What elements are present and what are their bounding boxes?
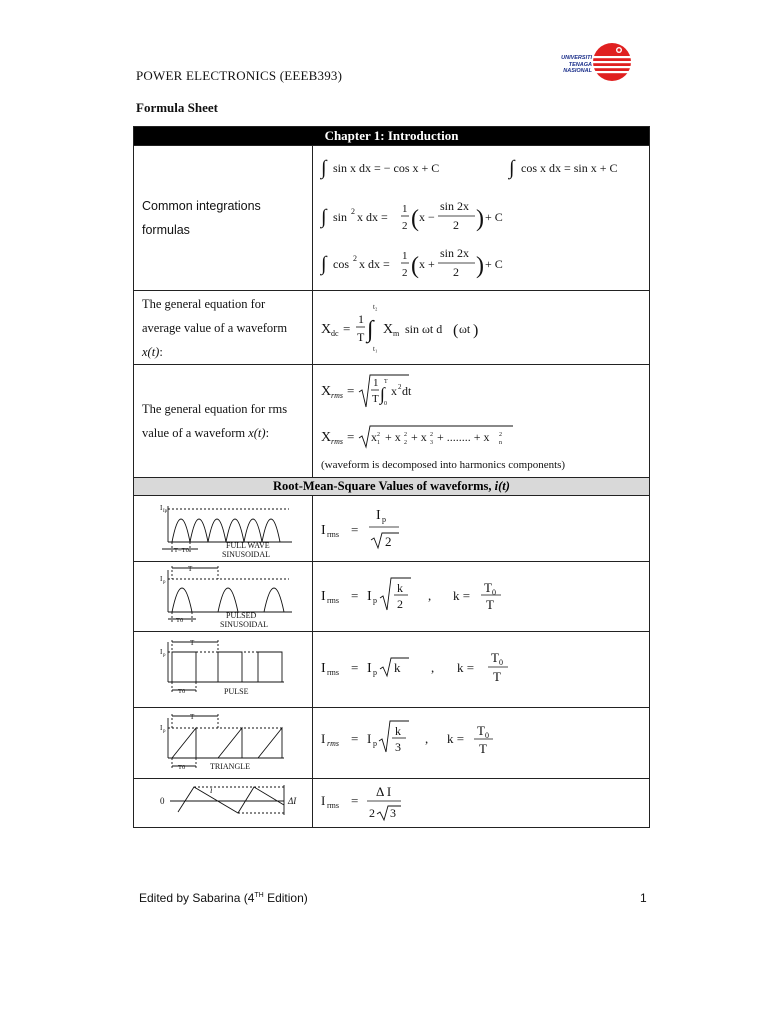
svg-text:=: = <box>351 522 359 537</box>
svg-text:x dx =: x dx = <box>359 257 390 271</box>
svg-text:rms: rms <box>327 530 339 539</box>
svg-text:T: T <box>357 330 365 344</box>
pulse-diagram <box>134 632 313 708</box>
triangle-rms-formula <box>313 708 650 779</box>
svg-text:T: T <box>372 393 379 405</box>
svg-text:i: i <box>210 785 213 795</box>
full-wave-rms-formula <box>313 496 650 562</box>
svg-text:=: = <box>347 429 355 444</box>
svg-text:,: , <box>428 588 432 603</box>
svg-text:1: 1 <box>358 312 364 326</box>
svg-text:2: 2 <box>385 534 392 549</box>
integrations-label: Common integrations formulas <box>134 146 313 291</box>
svg-text:T0: T0 <box>178 764 186 771</box>
svg-text:I: I <box>321 523 326 538</box>
svg-text:I: I <box>367 731 372 746</box>
svg-text:I: I <box>367 661 372 676</box>
course-title: POWER ELECTRONICS (EEEB393) <box>136 68 343 83</box>
svg-text:2: 2 <box>402 267 408 279</box>
svg-text:0: 0 <box>384 401 387 407</box>
average-equation <box>313 291 650 365</box>
svg-text:1: 1 <box>402 250 408 262</box>
svg-text:∫: ∫ <box>321 253 327 275</box>
svg-text:dc: dc <box>331 329 339 338</box>
svg-text:T: T <box>384 379 388 385</box>
svg-text:2: 2 <box>369 806 375 820</box>
svg-text:2: 2 <box>453 218 459 232</box>
svg-text:I: I <box>376 508 381 523</box>
svg-text:x −: x − <box>419 210 435 224</box>
svg-text:X: X <box>321 384 332 399</box>
svg-text:): ) <box>473 322 479 339</box>
svg-text:sin: sin <box>333 210 348 224</box>
svg-text:x: x <box>371 430 377 444</box>
svg-text:Ip: Ip <box>163 509 168 514</box>
svg-text:T: T <box>190 639 195 647</box>
harmonics-note: (waveform is decomposed into harmonics components) <box>321 459 566 471</box>
svg-text:x +: x + <box>419 257 435 271</box>
rms-section-title: Root-Mean-Square Values of waveforms, i(t) <box>134 478 650 496</box>
table-row <box>134 365 650 478</box>
chapter-title: Chapter 1: Introduction <box>134 127 650 146</box>
svg-text:): ) <box>476 206 484 232</box>
svg-text:p: p <box>163 729 166 734</box>
svg-text:sin 2x: sin 2x <box>440 246 470 260</box>
svg-text:3: 3 <box>390 806 396 820</box>
svg-text:T: T <box>493 669 501 684</box>
svg-text:p: p <box>373 668 377 677</box>
svg-text:k =: k = <box>457 660 475 675</box>
svg-text:I: I <box>321 731 326 746</box>
full-wave-rms-equation <box>313 496 650 562</box>
svg-text:1: 1 <box>377 440 380 446</box>
svg-text:0: 0 <box>485 731 489 740</box>
svg-text:m: m <box>393 329 400 338</box>
ripple-rms-equation <box>313 779 650 828</box>
table-row <box>134 496 650 562</box>
pulsed-sinusoidal-rms-equation <box>313 562 650 632</box>
table-row <box>134 291 650 365</box>
rms-section-header-row <box>134 478 650 496</box>
svg-text:k =: k = <box>453 588 471 603</box>
svg-text:2: 2 <box>398 383 402 391</box>
svg-text:p: p <box>373 596 377 605</box>
svg-text:=: = <box>347 383 355 398</box>
svg-text:0: 0 <box>160 796 165 806</box>
triangle-diagram <box>134 708 313 779</box>
pulsed-sinusoidal-waveform <box>134 562 313 632</box>
svg-text:I: I <box>160 648 163 656</box>
rms-value-formulas <box>313 365 650 478</box>
svg-text:cos: cos <box>333 257 349 271</box>
svg-text:p: p <box>163 580 166 585</box>
svg-text:2: 2 <box>404 440 407 446</box>
svg-text:∫: ∫ <box>321 206 327 228</box>
rms-value-label: The general equation for rms value of a waveform x(t): <box>134 365 313 478</box>
table-row <box>134 562 650 632</box>
svg-text:n: n <box>499 440 502 446</box>
svg-text:0: 0 <box>499 658 503 667</box>
svg-text:T: T <box>477 723 485 738</box>
svg-text:T: T <box>484 580 492 595</box>
svg-text:k: k <box>397 581 403 595</box>
svg-text:+ C: + C <box>485 210 503 224</box>
svg-text:I: I <box>321 661 326 676</box>
full-wave-waveform <box>134 496 313 562</box>
table-row <box>134 632 650 708</box>
svg-text:PULSE: PULSE <box>224 687 249 696</box>
svg-text:2: 2 <box>499 432 502 438</box>
pulse-rms-formula <box>313 632 650 708</box>
svg-text:SINUSOIDAL: SINUSOIDAL <box>222 550 270 559</box>
svg-text:x: x <box>391 384 397 398</box>
svg-text:I: I <box>321 793 326 808</box>
svg-text:+ ........ + x: + ........ + x <box>437 430 490 444</box>
svg-text:+ x: + x <box>385 430 401 444</box>
svg-text:sin ωt d: sin ωt d <box>405 322 443 336</box>
svg-text:,: , <box>431 660 435 675</box>
formula-table <box>133 126 650 828</box>
pulse-rms-equation <box>313 632 650 708</box>
svg-text:∫: ∫ <box>321 157 327 179</box>
svg-text:3: 3 <box>430 440 433 446</box>
chapter-header-row <box>134 127 650 146</box>
svg-text:Δ I: Δ I <box>376 784 392 799</box>
svg-text:ΔI: ΔI <box>288 796 297 806</box>
svg-text:X: X <box>321 430 332 445</box>
page-number: 1 <box>640 891 647 905</box>
svg-text:=: = <box>351 793 359 808</box>
svg-text:+ x: + x <box>411 430 427 444</box>
svg-text:dt: dt <box>402 384 412 398</box>
table-row <box>134 146 650 291</box>
triangle-waveform <box>134 708 313 779</box>
svg-text:SINUSOIDAL: SINUSOIDAL <box>220 620 268 629</box>
svg-text:t₂: t₂ <box>373 303 378 311</box>
svg-text:p: p <box>373 739 377 748</box>
svg-text:1: 1 <box>402 203 408 215</box>
svg-text:(: ( <box>411 206 419 232</box>
svg-text:p: p <box>382 515 386 524</box>
svg-text:rms: rms <box>327 739 340 748</box>
svg-text:I: I <box>367 589 372 604</box>
ripple-diagram <box>134 779 313 828</box>
pulsed-sinusoidal-rms-formula <box>313 562 650 632</box>
svg-text:I: I <box>160 724 163 732</box>
svg-text:rms: rms <box>327 596 339 605</box>
svg-text:1: 1 <box>373 377 379 389</box>
svg-text:3: 3 <box>395 740 401 754</box>
svg-text:T0: T0 <box>176 617 184 624</box>
svg-text:=: = <box>351 660 359 675</box>
integration-formulas <box>313 146 650 291</box>
svg-text:x dx =: x dx = <box>357 210 388 224</box>
svg-text:2: 2 <box>402 220 408 232</box>
table-row <box>134 779 650 828</box>
svg-text:rms: rms <box>327 801 339 810</box>
svg-text:PULSED: PULSED <box>226 611 257 620</box>
svg-text:∫: ∫ <box>380 384 385 404</box>
ripple-rms-formula <box>313 779 650 828</box>
svg-text:k =: k = <box>447 731 465 746</box>
svg-text:T: T <box>188 565 193 573</box>
svg-text:T: T <box>190 713 195 721</box>
svg-text:T: T <box>486 597 494 612</box>
ripple-waveform <box>134 779 313 828</box>
svg-text:2: 2 <box>430 432 433 438</box>
svg-text:2: 2 <box>353 254 357 263</box>
svg-text:I: I <box>321 589 326 604</box>
svg-text:rms: rms <box>327 668 339 677</box>
table-row <box>134 708 650 779</box>
average-value-formula <box>313 291 650 365</box>
svg-text:rms: rms <box>331 437 344 446</box>
svg-text:(: ( <box>411 253 419 279</box>
svg-text:X: X <box>321 322 332 337</box>
svg-text:0: 0 <box>492 588 496 597</box>
svg-text:k: k <box>395 724 401 738</box>
svg-text:T: T <box>479 741 487 756</box>
svg-text:=: = <box>351 588 359 603</box>
svg-text:=: = <box>351 731 359 746</box>
svg-text:sin x dx = − cos x + C: sin x dx = − cos x + C <box>333 161 440 175</box>
svg-text:T: T <box>491 650 499 665</box>
svg-text:∫: ∫ <box>367 317 374 343</box>
svg-text:cos x dx = sin x + C: cos x dx = sin x + C <box>521 161 618 175</box>
svg-text:(: ( <box>453 322 459 339</box>
integration-equations <box>313 146 650 291</box>
svg-text:2: 2 <box>404 432 407 438</box>
svg-text:2: 2 <box>377 432 380 438</box>
svg-text:sin 2x: sin 2x <box>440 199 470 213</box>
svg-text:=: = <box>343 321 351 336</box>
svg-text:2: 2 <box>351 207 355 216</box>
svg-text:ωt: ωt <box>459 322 471 336</box>
full-wave-diagram <box>134 496 313 562</box>
svg-text:∫: ∫ <box>509 157 515 179</box>
svg-text:2: 2 <box>397 597 403 611</box>
svg-text:,: , <box>425 731 429 746</box>
svg-text:2: 2 <box>453 265 459 279</box>
svg-text:p: p <box>163 653 166 658</box>
svg-text:t₁: t₁ <box>373 345 378 353</box>
pulse-waveform <box>134 632 313 708</box>
svg-text:): ) <box>476 253 484 279</box>
average-value-label: The general equation for average value of a waveform x(t): <box>134 291 313 365</box>
svg-text:rms: rms <box>331 391 344 400</box>
logo-wordmark: UNIVERSITI TENAGA NASIONAL <box>561 55 592 74</box>
sheet-title: Formula Sheet <box>136 100 218 115</box>
svg-text:I: I <box>160 504 163 512</box>
svg-text:+ C: + C <box>485 257 503 271</box>
svg-text:T0: T0 <box>178 688 186 695</box>
svg-text:FULL WAVE: FULL WAVE <box>226 541 270 550</box>
svg-text:X: X <box>383 322 394 337</box>
triangle-rms-equation <box>313 708 650 779</box>
pulsed-sinusoidal-diagram <box>134 562 313 632</box>
svg-text:TRIANGLE: TRIANGLE <box>210 762 250 771</box>
svg-text:T=T0: T=T0 <box>174 547 189 554</box>
footer-edition: Edited by Sabarina (4TH Edition) <box>139 891 308 905</box>
svg-text:k: k <box>394 660 401 675</box>
svg-text:I: I <box>160 575 163 583</box>
